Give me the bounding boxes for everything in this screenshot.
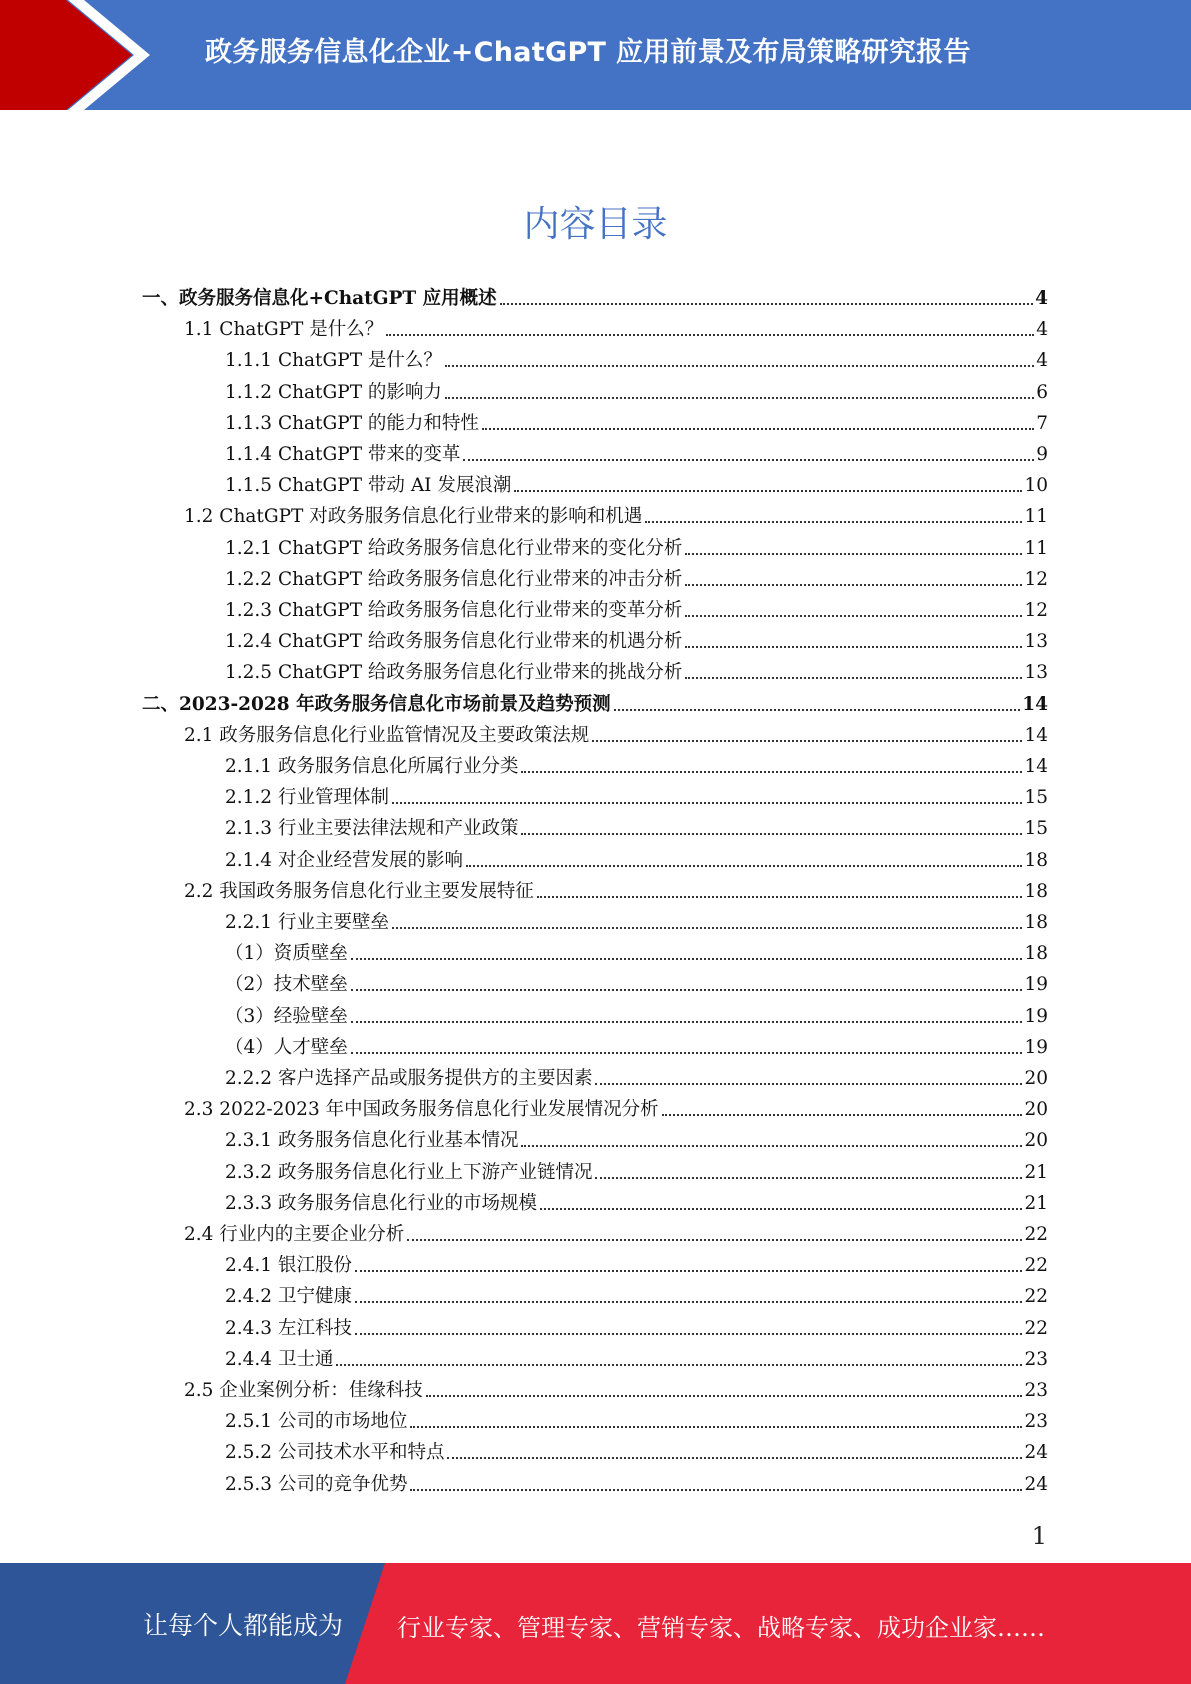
toc-entry-page: 19 [1024, 974, 1048, 996]
toc-entry[interactable] [142, 690, 1048, 716]
toc-entry-title: （4）人才壁垒 [225, 1036, 348, 1058]
toc-entry-page: 15 [1024, 787, 1048, 809]
toc-entry-page: 18 [1024, 849, 1048, 871]
toc-entry-title: 2.4.4 卫士通 [225, 1348, 334, 1370]
toc-entry[interactable] [225, 378, 1048, 404]
toc-entry-page: 11 [1024, 506, 1048, 528]
toc-entry-title: 2.5.3 公司的竞争优势 [225, 1473, 408, 1495]
toc-leader-dots [336, 1364, 1022, 1366]
footer-banner [0, 1563, 1191, 1684]
toc-entry-page: 10 [1024, 475, 1048, 497]
toc-entry-page: 22 [1024, 1224, 1048, 1245]
footer-slogan: 让每个人都能成为 [143, 1611, 344, 1640]
toc-entry[interactable] [184, 315, 1048, 341]
toc-entry[interactable] [225, 1314, 1048, 1340]
toc-entry[interactable] [184, 1095, 1048, 1121]
toc-leader-dots [351, 958, 1023, 960]
toc-entry-page: 6 [1036, 381, 1048, 403]
toc-leader-dots [466, 865, 1022, 867]
toc-leader-dots [351, 989, 1023, 991]
toc-entry-title: 2.3.3 政务服务信息化行业的市场规模 [225, 1192, 537, 1214]
toc-leader-dots [514, 490, 1022, 492]
toc-entry-title: 1.2.4 ChatGPT 给政务服务信息化行业带来的机遇分析 [225, 631, 683, 653]
toc-entry[interactable] [225, 596, 1048, 622]
toc-leader-dots [351, 1052, 1023, 1054]
toc-entry-page: 18 [1024, 880, 1048, 902]
toc-entry[interactable] [225, 346, 1048, 372]
toc-entry-page: 24 [1024, 1473, 1048, 1495]
toc-entry-page: 22 [1024, 1255, 1048, 1277]
toc-entry-page: 20 [1024, 1099, 1048, 1121]
toc-leader-dots [351, 1021, 1023, 1023]
toc-leader-dots [521, 833, 1022, 835]
toc-leader-dots [685, 677, 1022, 679]
toc-entry-page: 20 [1024, 1130, 1048, 1152]
toc-leader-dots [500, 303, 1033, 305]
toc-entry-page: 4 [1035, 288, 1048, 309]
toc-leader-dots [447, 1457, 1022, 1459]
toc-entry-title: 1.2.3 ChatGPT 给政务服务信息化行业带来的变革分析 [225, 600, 683, 621]
toc-entry-title: 2.1 政务服务信息化行业监管情况及主要政策法规 [184, 724, 590, 746]
toc-entry[interactable] [225, 846, 1048, 872]
toc-leader-dots [482, 428, 1034, 430]
toc-entry-title: 1.1 ChatGPT 是什么？ [184, 319, 384, 341]
toc-entry-title: 1.2.5 ChatGPT 给政务服务信息化行业带来的挑战分析 [225, 662, 683, 684]
toc-leader-dots [592, 740, 1022, 742]
toc-leader-dots [645, 521, 1022, 523]
toc-entry[interactable] [225, 1158, 1048, 1184]
toc-entry[interactable] [225, 440, 1048, 466]
toc-entry-page: 21 [1024, 1161, 1048, 1183]
toc-leader-dots [521, 1145, 1022, 1147]
toc-entry-title: 1.1.3 ChatGPT 的能力和特性 [225, 412, 479, 434]
toc-leader-dots [614, 709, 1021, 711]
toc-entry-page: 13 [1024, 662, 1048, 684]
report-title: 政务服务信息化企业+ChatGPT 应用前景及布局策略研究报告 [205, 37, 971, 68]
toc-entry-title: 1.1.5 ChatGPT 带动 AI 发展浪潮 [225, 475, 512, 497]
toc-entry[interactable] [225, 1064, 1048, 1090]
toc-entry[interactable] [225, 1345, 1048, 1371]
toc-entry-page: 23 [1024, 1380, 1048, 1401]
toc-entry[interactable] [225, 1251, 1048, 1277]
toc-entry[interactable] [184, 502, 1048, 528]
toc-leader-dots [685, 553, 1022, 555]
toc-entry-page: 18 [1024, 912, 1048, 933]
toc-leader-dots [386, 334, 1034, 336]
footer-expert-list: 行业专家、管理专家、营销专家、战略专家、成功企业家…… [397, 1614, 1045, 1642]
toc-leader-dots [392, 927, 1022, 929]
toc-entry-title: 2.5 企业案例分析：佳缘科技 [184, 1380, 423, 1401]
toc-entry[interactable] [225, 939, 1048, 965]
toc-leader-dots [392, 802, 1022, 804]
toc-entry-title: 2.3.2 政务服务信息化行业上下游产业链情况 [225, 1161, 593, 1183]
toc-entry-page: 13 [1024, 631, 1048, 653]
toc-entry[interactable] [225, 1002, 1048, 1028]
toc-entry[interactable] [225, 534, 1048, 560]
toc-entry-page: 20 [1024, 1068, 1048, 1089]
toc-entry[interactable] [142, 284, 1048, 310]
toc-entry[interactable] [225, 1438, 1048, 1464]
toc-entry[interactable] [225, 1470, 1048, 1496]
toc-leader-dots [595, 1083, 1022, 1085]
toc-entry-page: 12 [1024, 600, 1048, 621]
toc-leader-dots [521, 771, 1022, 773]
toc-entry[interactable] [184, 1220, 1048, 1246]
toc-entry[interactable] [225, 1407, 1048, 1433]
toc-entry-title: （2）技术壁垒 [225, 974, 348, 996]
toc-entry-page: 14 [1024, 756, 1048, 777]
toc-entry-page: 14 [1024, 724, 1048, 746]
toc-entry[interactable] [225, 814, 1048, 840]
toc-entry-title: （1）资质壁垒 [225, 943, 348, 965]
toc-entry[interactable] [225, 783, 1048, 809]
toc-entry[interactable] [184, 877, 1048, 903]
toc-entry[interactable] [225, 409, 1048, 435]
toc-leader-dots [537, 896, 1023, 898]
toc-entry[interactable] [225, 1189, 1048, 1215]
toc-entry-title: 2.4.3 左江科技 [225, 1317, 352, 1339]
toc-leader-dots [445, 365, 1034, 367]
toc-entry-page: 14 [1022, 693, 1048, 715]
toc-entry-title: 1.1.2 ChatGPT 的影响力 [225, 381, 442, 403]
toc-entry-page: 24 [1024, 1442, 1048, 1464]
toc-entry-page: 15 [1024, 818, 1048, 840]
toc-leader-dots [355, 1301, 1023, 1303]
toc-entry[interactable] [225, 471, 1048, 497]
toc-entry[interactable] [225, 752, 1048, 778]
toc-entry[interactable] [225, 970, 1048, 996]
toc-entry-title: 2.1.2 行业管理体制 [225, 787, 389, 809]
toc-entry-page: 4 [1036, 319, 1048, 341]
toc-entry-title: 2.4 行业内的主要企业分析 [184, 1224, 405, 1245]
toc-leader-dots [445, 397, 1034, 399]
toc-entry-page: 7 [1036, 412, 1048, 434]
toc-entry[interactable] [225, 1033, 1048, 1059]
toc-leader-dots [410, 1489, 1022, 1491]
toc-entry-title: 1.1.1 ChatGPT 是什么？ [225, 350, 442, 372]
toc-heading: 内容目录 [523, 204, 668, 245]
toc-entry[interactable] [184, 721, 1048, 747]
toc-entry-page: 23 [1024, 1411, 1048, 1433]
toc-entry[interactable] [225, 565, 1048, 591]
toc-entry-title: 2.1.4 对企业经营发展的影响 [225, 849, 463, 871]
toc-leader-dots [685, 646, 1022, 648]
toc-leader-dots [685, 615, 1022, 617]
toc-entry-page: 23 [1024, 1348, 1048, 1370]
toc-entry-title: 2.3 2022-2023 年中国政务服务信息化行业发展情况分析 [184, 1099, 659, 1121]
toc-entry-title: 2.2 我国政务服务信息化行业主要发展特征 [184, 880, 534, 902]
toc-entry-page: 18 [1024, 943, 1048, 965]
page-number: 1 [1031, 1522, 1047, 1550]
toc-leader-dots [685, 584, 1022, 586]
toc-entry-title: 2.2.2 客户选择产品或服务提供方的主要因素 [225, 1068, 593, 1089]
toc-entry[interactable] [225, 658, 1048, 684]
toc-entry-title: 2.3.1 政务服务信息化行业基本情况 [225, 1130, 519, 1152]
toc-entry-page: 4 [1036, 350, 1048, 372]
report-header-banner [0, 0, 1191, 110]
toc-leader-dots [463, 459, 1034, 461]
toc-entry[interactable] [184, 1376, 1048, 1402]
toc-entry-title: 1.2.2 ChatGPT 给政务服务信息化行业带来的冲击分析 [225, 568, 683, 590]
toc-entry-title: 2.5.1 公司的市场地位 [225, 1411, 408, 1433]
toc-leader-dots [662, 1114, 1023, 1116]
toc-leader-dots [407, 1239, 1022, 1241]
toc-entry-page: 9 [1036, 444, 1048, 465]
toc-entry-title: 2.1.3 行业主要法律法规和产业政策 [225, 818, 519, 840]
toc-leader-dots [595, 1177, 1022, 1179]
toc-entry-title: （3）经验壁垒 [225, 1005, 348, 1027]
toc-entry-title: 1.2 ChatGPT 对政务服务信息化行业带来的影响和机遇 [184, 506, 643, 528]
toc-entry-page: 19 [1024, 1036, 1048, 1058]
toc-entry-title: 2.4.2 卫宁健康 [225, 1286, 352, 1308]
toc-leader-dots [426, 1395, 1023, 1397]
toc-entry-page: 22 [1024, 1286, 1048, 1308]
toc-leader-dots [355, 1333, 1023, 1335]
toc-entry[interactable] [225, 1126, 1048, 1152]
toc-leader-dots [355, 1270, 1023, 1272]
toc-leader-dots [540, 1208, 1022, 1210]
toc-entry-page: 11 [1024, 537, 1048, 559]
toc-entry-title: 2.4.1 银江股份 [225, 1255, 352, 1277]
toc-entry[interactable] [225, 1282, 1048, 1308]
toc-entry-page: 21 [1024, 1192, 1048, 1214]
toc-entry-page: 19 [1024, 1005, 1048, 1027]
toc-entry-title: 1.1.4 ChatGPT 带来的变革 [225, 444, 461, 465]
toc-entry-page: 12 [1024, 568, 1048, 590]
toc-entry-title: 2.5.2 公司技术水平和特点 [225, 1442, 445, 1464]
toc-entry-title: 二、2023-2028 年政务服务信息化市场前景及趋势预测 [142, 693, 611, 715]
toc-entry[interactable] [225, 627, 1048, 653]
toc-entry-page: 22 [1024, 1317, 1048, 1339]
toc-leader-dots [410, 1426, 1022, 1428]
toc-entry-title: 2.2.1 行业主要壁垒 [225, 912, 389, 933]
toc-entry-title: 1.2.1 ChatGPT 给政务服务信息化行业带来的变化分析 [225, 537, 683, 559]
toc-entry-title: 2.1.1 政务服务信息化所属行业分类 [225, 756, 519, 777]
toc-entry[interactable] [225, 908, 1048, 934]
toc-entry-title: 一、政务服务信息化+ChatGPT 应用概述 [142, 288, 497, 309]
